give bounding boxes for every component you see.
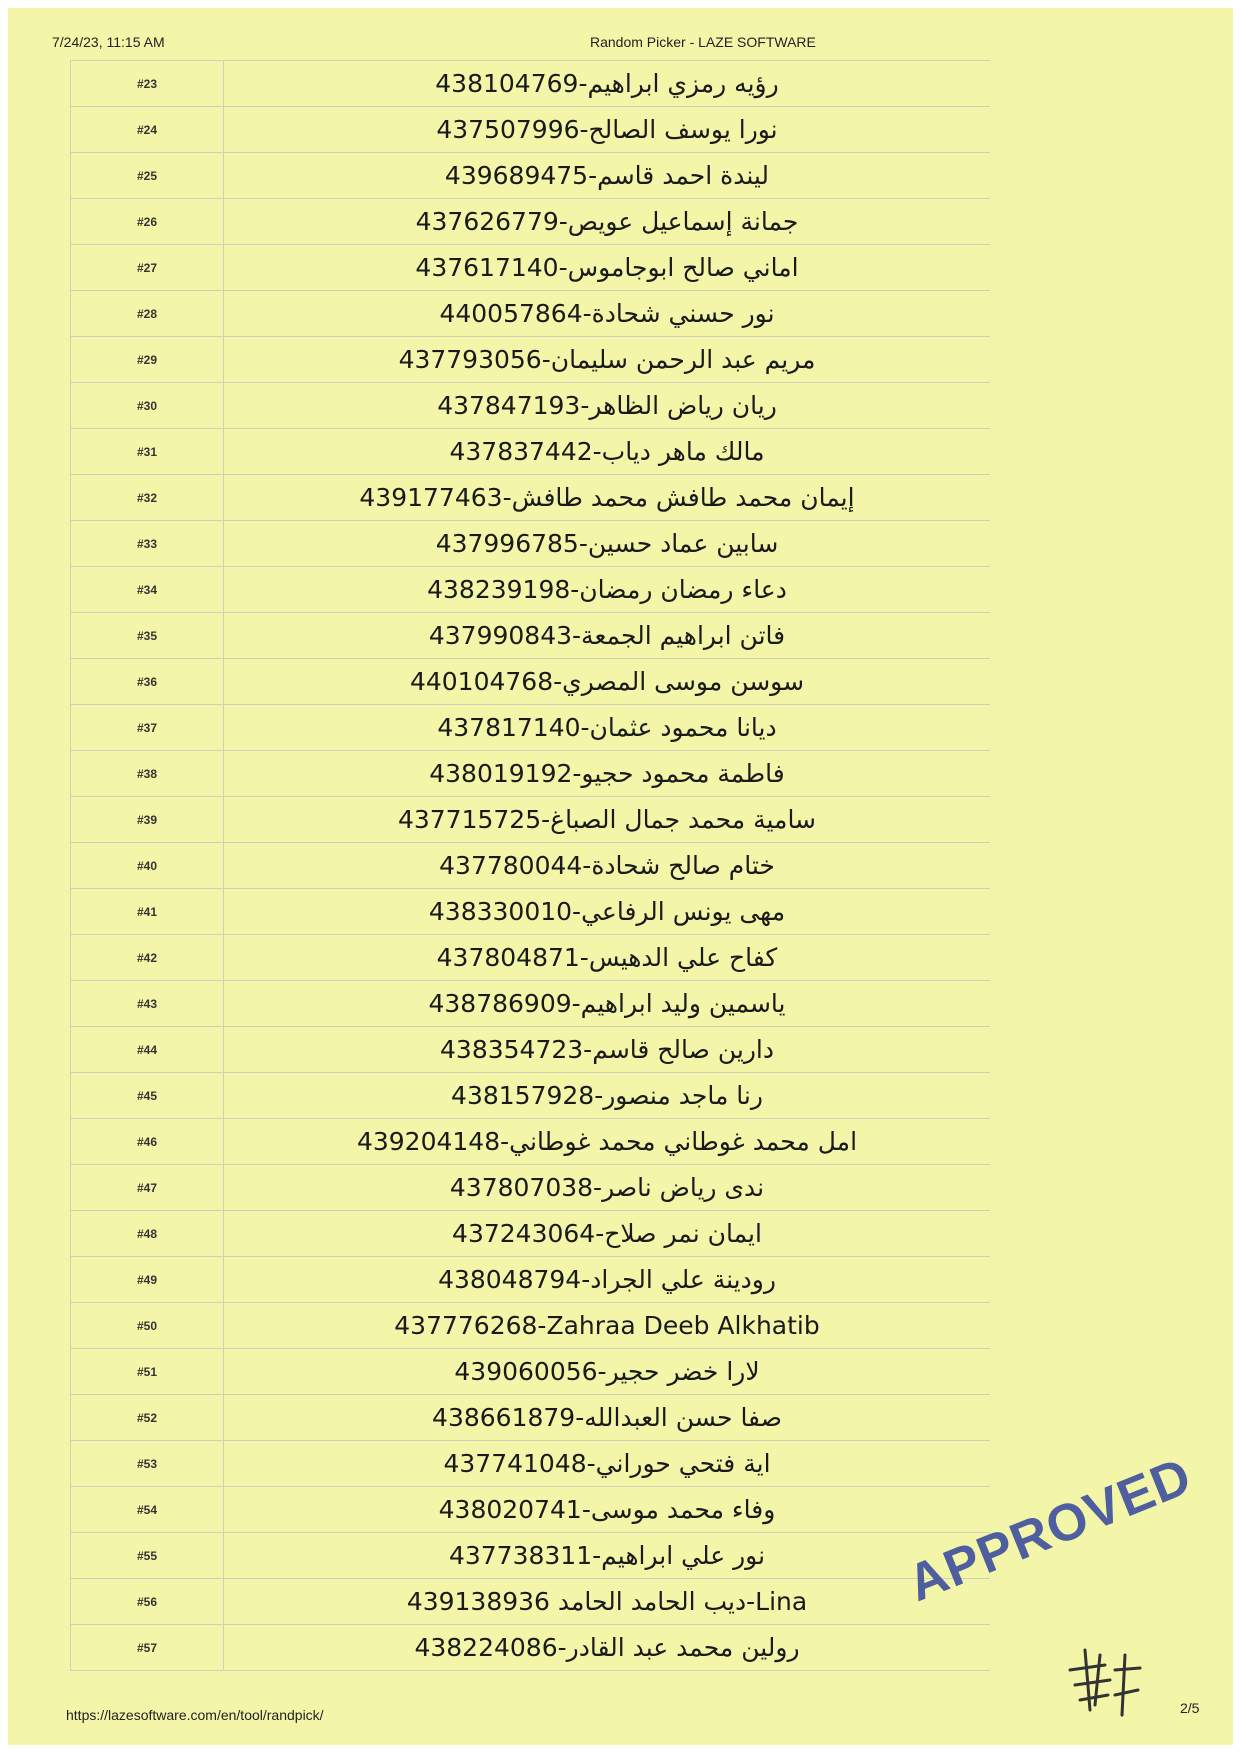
row-entry: كفاح علي الدهيس-437804871 [436,943,778,972]
row-entry: مالك ماهر دياب-437837442 [449,437,765,466]
row-index: #40 [71,843,224,888]
table-row [70,153,990,199]
row-index: #31 [71,429,224,474]
row-entry: اية فتحي حوراني-437741048 [443,1449,771,1478]
table-row [70,475,990,521]
table-row [70,659,990,705]
table-row [70,521,990,567]
row-entry: 437776268-Zahraa Deeb Alkhatib [394,1311,820,1340]
row-entry: جمانة إسماعيل عويص-437626779 [415,207,799,236]
table-row [70,751,990,797]
table-row [70,843,990,889]
table-row [70,199,990,245]
page-number: 2/5 [1180,1700,1200,1716]
signature-icon [1060,1640,1150,1720]
table-row [70,1165,990,1211]
row-index: #45 [71,1073,224,1118]
footer-url: https://lazesoftware.com/en/tool/randpick/ [66,1707,324,1723]
table-row [70,1027,990,1073]
table-row [70,1303,990,1349]
row-index: #57 [71,1625,224,1670]
row-entry: إيمان محمد طافش محمد طافش-439177463 [359,483,855,512]
row-index: #25 [71,153,224,198]
row-index: #49 [71,1257,224,1302]
row-index: #38 [71,751,224,796]
row-entry: سابين عماد حسين-437996785 [435,529,779,558]
table-row [70,1349,990,1395]
header-datetime: 7/24/23, 11:15 AM [52,34,165,50]
table-row [70,613,990,659]
row-entry: ديانا محمود عثمان-437817140 [437,713,777,742]
table-row [70,1487,990,1533]
row-index: #54 [71,1487,224,1532]
table-row [70,1533,990,1579]
row-entry: ياسمين وليد ابراهيم-438786909 [428,989,786,1018]
row-index: #50 [71,1303,224,1348]
row-index: #44 [71,1027,224,1072]
row-entry: دعاء رمضان رمضان-438239198 [427,575,787,604]
table-row [70,61,990,107]
row-entry: فاتن ابراهيم الجمعة-437990843 [428,621,786,650]
row-index: #35 [71,613,224,658]
row-index: #47 [71,1165,224,1210]
row-entry: سوسن موسى المصري-440104768 [409,667,805,696]
row-index: #36 [71,659,224,704]
row-entry: ختام صالح شحادة-437780044 [439,851,775,880]
row-index: #29 [71,337,224,382]
row-entry: نور حسني شحادة-440057864 [439,299,775,328]
row-entry: رؤيه رمزي ابراهيم-438104769 [435,69,779,98]
table-row [70,1211,990,1257]
table-row [70,705,990,751]
row-entry: امل محمد غوطاني محمد غوطاني-439204148 [356,1127,858,1156]
row-entry: ديب الحامد الحامد 439138936-Lina [406,1587,808,1616]
table-row [70,1073,990,1119]
row-index: #46 [71,1119,224,1164]
table-row [70,797,990,843]
row-entry: رودينة علي الجراد-438048794 [438,1265,776,1294]
row-index: #24 [71,107,224,152]
row-index: #30 [71,383,224,428]
table-row [70,1441,990,1487]
row-entry: رولين محمد عبد القادر-438224086 [414,1633,800,1662]
row-entry: نورا يوسف الصالح-437507996 [436,115,778,144]
row-index: #42 [71,935,224,980]
row-index: #52 [71,1395,224,1440]
row-entry: مريم عبد الرحمن سليمان-437793056 [398,345,816,374]
table-row [70,1625,990,1671]
table-row [70,245,990,291]
table-row [70,981,990,1027]
approved-stamp: APPROVED [900,1446,1200,1614]
row-entry: رنا ماجد منصور-438157928 [451,1081,763,1110]
row-index: #26 [71,199,224,244]
table-row [70,107,990,153]
row-index: #53 [71,1441,224,1486]
row-entry: نور علي ابراهيم-437738311 [448,1541,766,1570]
table-row [70,889,990,935]
table-row [70,383,990,429]
table-row [70,1257,990,1303]
row-index: #34 [71,567,224,612]
row-index: #27 [71,245,224,290]
row-entry: صفا حسن العبدالله-438661879 [432,1403,782,1432]
table-row [70,1395,990,1441]
row-entry: اماني صالح ابوجاموس-437617140 [415,253,799,282]
row-entry: لارا خضر حجير-439060056 [454,1357,760,1386]
row-index: #39 [71,797,224,842]
row-index: #37 [71,705,224,750]
row-index: #48 [71,1211,224,1256]
row-entry: ليندة احمد قاسم-439689475 [444,161,770,190]
row-index: #51 [71,1349,224,1394]
row-entry: مهى يونس الرفاعي-438330010 [428,897,786,926]
table-row [70,1119,990,1165]
table-row [70,291,990,337]
row-entry: سامية محمد جمال الصباغ-437715725 [397,805,817,834]
table-row [70,337,990,383]
row-entry: ريان رياض الظاهر-437847193 [437,391,777,420]
row-entry: دارين صالح قاسم-438354723 [440,1035,774,1064]
results-table [70,60,990,1671]
table-row [70,429,990,475]
row-index: #43 [71,981,224,1026]
row-entry: فاطمة محمود حجيو-438019192 [429,759,785,788]
table-row [70,567,990,613]
row-index: #33 [71,521,224,566]
row-entry: وفاء محمد موسى-438020741 [438,1495,776,1524]
table-row [70,1579,990,1625]
header-title: Random Picker - LAZE SOFTWARE [590,34,816,50]
row-index: #32 [71,475,224,520]
row-index: #23 [71,61,224,106]
row-index: #28 [71,291,224,336]
table-row [70,935,990,981]
row-index: #56 [71,1579,224,1624]
row-entry: ندى رياض ناصر-437807038 [449,1173,765,1202]
row-index: #55 [71,1533,224,1578]
row-entry: ايمان نمر صلاح-437243064 [452,1219,762,1248]
row-index: #41 [71,889,224,934]
